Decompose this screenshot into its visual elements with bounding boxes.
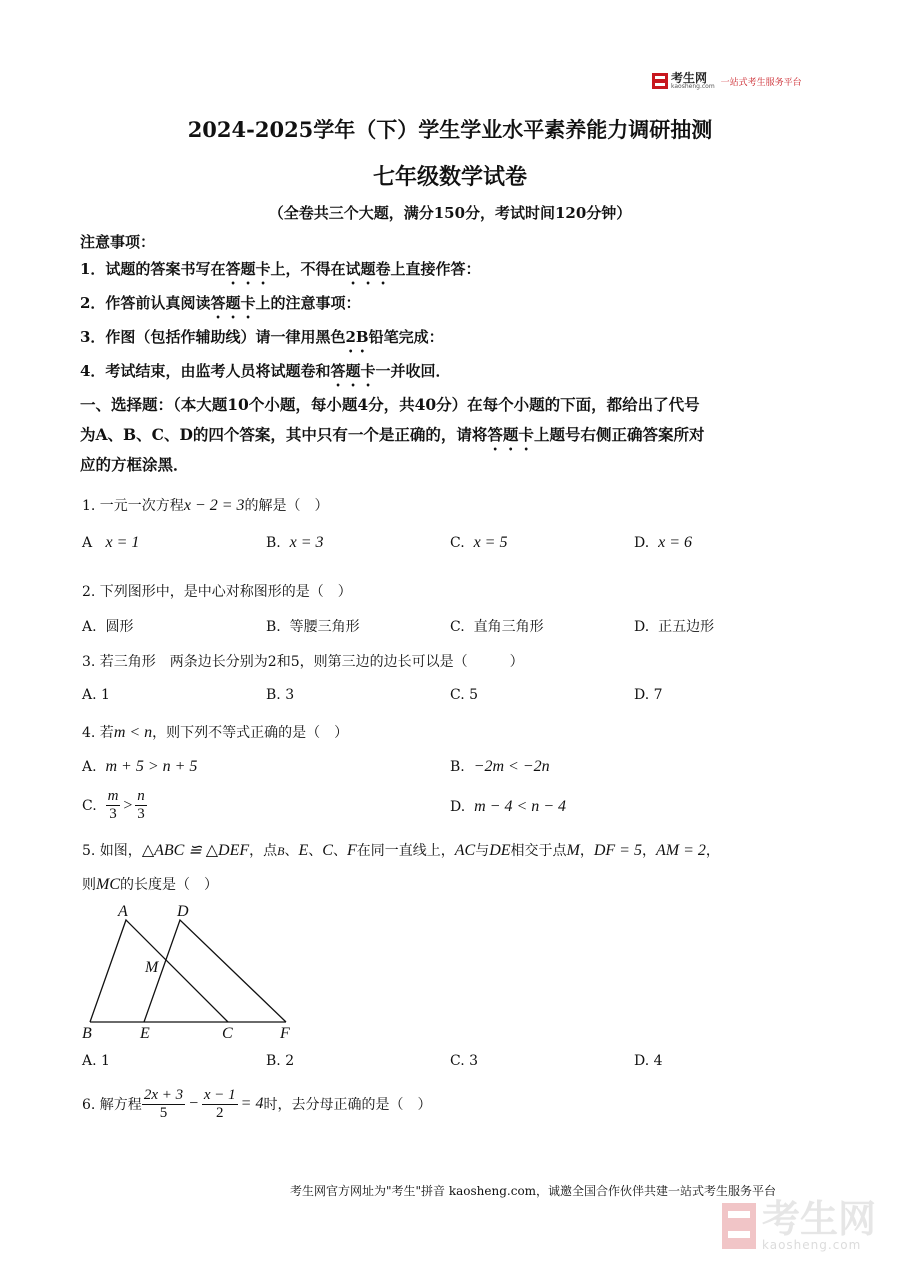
triangle-abc — [90, 920, 228, 1022]
option-text: x = 1 — [105, 534, 140, 551]
stem-text: 、 — [308, 843, 323, 859]
emphasis-text: 答题卡 — [225, 260, 271, 278]
notice-text: 上的注意事项： — [255, 294, 361, 312]
q4-option-a — [82, 758, 197, 776]
stem-text: 、 — [284, 843, 299, 859]
option-text: 1 — [101, 1053, 110, 1069]
notice-item-2 — [80, 292, 360, 322]
stem-text: 则 — [82, 877, 96, 893]
notice-item-1 — [80, 258, 481, 288]
denominator: 5 — [159, 1104, 168, 1121]
option-text: x = 6 — [658, 534, 692, 551]
exam-note: （全卷共三个大题，满分150分，考试时间120分钟） — [268, 204, 632, 222]
numerator: n — [137, 788, 145, 804]
segment: AC — [454, 842, 476, 859]
option-text: 3 — [285, 687, 295, 703]
q1-option-c — [450, 534, 507, 552]
q3-option-a — [82, 687, 110, 703]
watermark-logo-icon — [722, 1203, 756, 1249]
option-text: 正五边形 — [658, 619, 715, 635]
question-5-stem — [82, 840, 720, 860]
notice-heading: 注意事项： — [80, 233, 156, 251]
option-label: C. — [82, 797, 97, 814]
segment: MC — [96, 876, 120, 893]
option-text: 圆形 — [105, 619, 134, 635]
option-label: D. — [450, 799, 466, 815]
segment: DE — [489, 842, 511, 859]
option-text: m + 5 > n + 5 — [105, 758, 198, 775]
option-label: B. — [266, 535, 281, 551]
notice-text: 一并收回． — [375, 362, 451, 380]
option-label: A. — [82, 687, 97, 703]
logo-slogan: 一站式考生服务平台 — [720, 77, 802, 88]
point: M — [566, 842, 580, 859]
option-label: D. — [634, 687, 650, 703]
q2-option-d — [634, 616, 714, 636]
logo-icon — [652, 73, 668, 89]
stem-text: 的解是（ ） — [244, 498, 329, 514]
condition: m < n — [113, 724, 153, 741]
option-text: 7 — [653, 687, 663, 703]
operator: − — [188, 1095, 199, 1112]
section-text: 为A、B、C、D的四个答案，其中只有一个是正确的，请将 — [80, 425, 488, 444]
option-label: D. — [634, 535, 650, 551]
option-text: m − 4 < n − 4 — [474, 798, 567, 815]
fraction — [106, 788, 121, 823]
stem-text: 1. 一元一次方程 — [82, 498, 184, 514]
numerator: 2x + 3 — [143, 1086, 184, 1103]
q1-option-b — [266, 534, 324, 552]
notice-text: 1．试题的答案书写在 — [80, 260, 226, 278]
q4-option-c — [82, 788, 147, 823]
option-label: C. — [450, 1053, 465, 1069]
question-4-stem — [82, 722, 348, 742]
q4-option-d — [450, 798, 566, 816]
q2-option-c — [450, 616, 544, 636]
stem-text: ，点 — [249, 843, 278, 859]
option-text: 2 — [285, 1053, 295, 1069]
emphasis-text: 答题卡 — [210, 294, 256, 312]
label-b: B — [82, 1025, 92, 1042]
q3-option-d — [634, 687, 663, 703]
point: B — [277, 844, 285, 858]
triangle-def — [144, 920, 286, 1022]
emphasis-text: 2B — [345, 328, 369, 346]
q1-option-a — [82, 534, 139, 552]
option-text: −2m < −2n — [473, 758, 550, 775]
option-label: C. — [450, 619, 465, 635]
equation: x − 2 = 3 — [183, 497, 245, 514]
equation: DF = 5 — [593, 842, 642, 859]
stem-text: ， — [705, 843, 720, 859]
fraction — [135, 788, 147, 823]
option-label: B. — [266, 687, 281, 703]
option-text: 直角三角形 — [473, 619, 544, 635]
option-text: 5 — [469, 687, 479, 703]
stem-text: ， — [641, 843, 656, 859]
stem-text: 、 — [332, 843, 347, 859]
watermark-domain: kaosheng.com — [762, 1238, 862, 1252]
q5-option-a — [82, 1053, 110, 1069]
stem-text: ，则下列不等式正确的是（ ） — [152, 725, 349, 741]
emphasis-text: 答题卡 — [487, 425, 534, 444]
option-label: D. — [634, 1053, 650, 1069]
q5-option-b — [266, 1053, 294, 1069]
denominator: 3 — [137, 806, 145, 822]
notice-item-3 — [80, 326, 444, 356]
option-label: A. — [82, 1053, 97, 1069]
q3-option-c — [450, 687, 478, 703]
q3-option-b — [266, 687, 294, 703]
operator: > — [122, 796, 134, 814]
notice-text: 3．作图（包括作辅助线）请一律用黑色 — [80, 328, 346, 346]
fraction — [202, 1087, 238, 1122]
stem-text: 在同一直线上， — [356, 843, 455, 859]
label-d: D — [177, 903, 189, 920]
stem-text: 时，去分母正确的是（ ） — [263, 1097, 432, 1113]
logo-name: 考生网 — [671, 71, 708, 85]
notice-text: 上直接作答： — [390, 260, 481, 278]
option-label: A. — [82, 619, 97, 635]
watermark-name: 考生网 — [762, 1197, 877, 1241]
option-text: x = 5 — [473, 534, 508, 551]
question-5-stem-line2 — [82, 874, 218, 894]
question-2-stem: 2. 下列图形中，是中心对称图形的是（ ） — [82, 584, 352, 600]
denominator: 2 — [216, 1104, 224, 1121]
stem-text: 与 — [475, 843, 490, 859]
notice-text: 2．作答前认真阅读 — [80, 294, 211, 312]
option-label: D. — [634, 619, 650, 635]
notice-text: 铅笔完成： — [368, 328, 444, 346]
option-label: B. — [266, 619, 281, 635]
notice-item-4 — [80, 360, 450, 390]
numerator: x − 1 — [203, 1086, 236, 1103]
label-c: C — [222, 1025, 233, 1042]
exam-subtitle: 七年级数学试卷 — [372, 164, 527, 190]
q4-option-b — [450, 758, 550, 776]
option-text: 4 — [653, 1053, 663, 1069]
label-m: M — [145, 959, 159, 976]
q5-option-d — [634, 1053, 663, 1069]
stem-text: 的长度是（ ） — [120, 877, 218, 893]
emphasis-text: 答题卡 — [330, 362, 376, 380]
option-text: x = 3 — [289, 534, 324, 551]
brand-logo — [652, 72, 802, 90]
question-6-stem — [82, 1082, 431, 1126]
denominator: 3 — [109, 806, 117, 822]
notice-text: 上，不得在 — [270, 260, 346, 278]
q2-option-a — [82, 616, 133, 636]
section1-line2 — [80, 423, 704, 454]
question-1-stem — [82, 495, 329, 515]
section-text: 上题号右侧正确答案所对 — [533, 425, 705, 444]
option-label: B. — [450, 759, 465, 775]
q1-option-d — [634, 534, 692, 552]
stem-text: 6. 解方程 — [82, 1097, 142, 1113]
option-label: A. — [82, 759, 97, 775]
stem-text: 4. 若 — [82, 725, 114, 741]
watermark — [722, 1197, 877, 1252]
label-a: A — [118, 903, 128, 920]
option-label: C. — [450, 687, 465, 703]
emphasis-text: 试题卷 — [345, 260, 391, 278]
option-text: 3 — [469, 1053, 479, 1069]
fraction — [142, 1087, 185, 1122]
notice-text: 4．考试结束，由监考人员将试题卷和 — [80, 362, 331, 380]
section1-line3: 应的方框涂黑． — [80, 455, 189, 474]
label-e: E — [140, 1025, 150, 1042]
section1-line1: 一、选择题：（本大题10个小题，每小题4分，共40分）在每个小题的下面，都给出了代号 — [80, 395, 700, 414]
numerator: m — [107, 788, 119, 804]
equation: = 4 — [240, 1095, 264, 1112]
option-label: A — [82, 535, 93, 551]
stem-text: 5. 如图， — [82, 843, 142, 859]
option-text: 等腰三角形 — [289, 619, 360, 635]
equation: AM = 2 — [655, 842, 706, 859]
point: E — [298, 842, 309, 859]
stem-text: 相交于点 — [510, 843, 567, 859]
question-3-stem: 3. 若三角形 两条边长分别为2和5，则第三边的边长可以是（ ） — [82, 654, 524, 670]
footer-text: 考生网官方网址为"考生"拼音 kaosheng.com，诚邀全国合作伙伴共建一站式考生服务平台 — [290, 1184, 777, 1198]
q5-option-c — [450, 1053, 478, 1069]
option-label: B. — [266, 1053, 281, 1069]
point: C — [322, 842, 333, 859]
option-label: C. — [450, 535, 465, 551]
exam-title: 2024-2025学年（下）学生学业水平素养能力调研抽测 — [187, 117, 713, 142]
option-text: 1 — [101, 687, 110, 703]
triangle-figure — [78, 900, 308, 1045]
stem-text: ， — [579, 843, 594, 859]
point: F — [346, 842, 357, 859]
q2-option-b — [266, 616, 360, 636]
label-f: F — [280, 1025, 290, 1042]
congruence: △ABC ≌ △DEF — [141, 842, 250, 859]
logo-domain: kaosheng.com — [671, 83, 715, 90]
